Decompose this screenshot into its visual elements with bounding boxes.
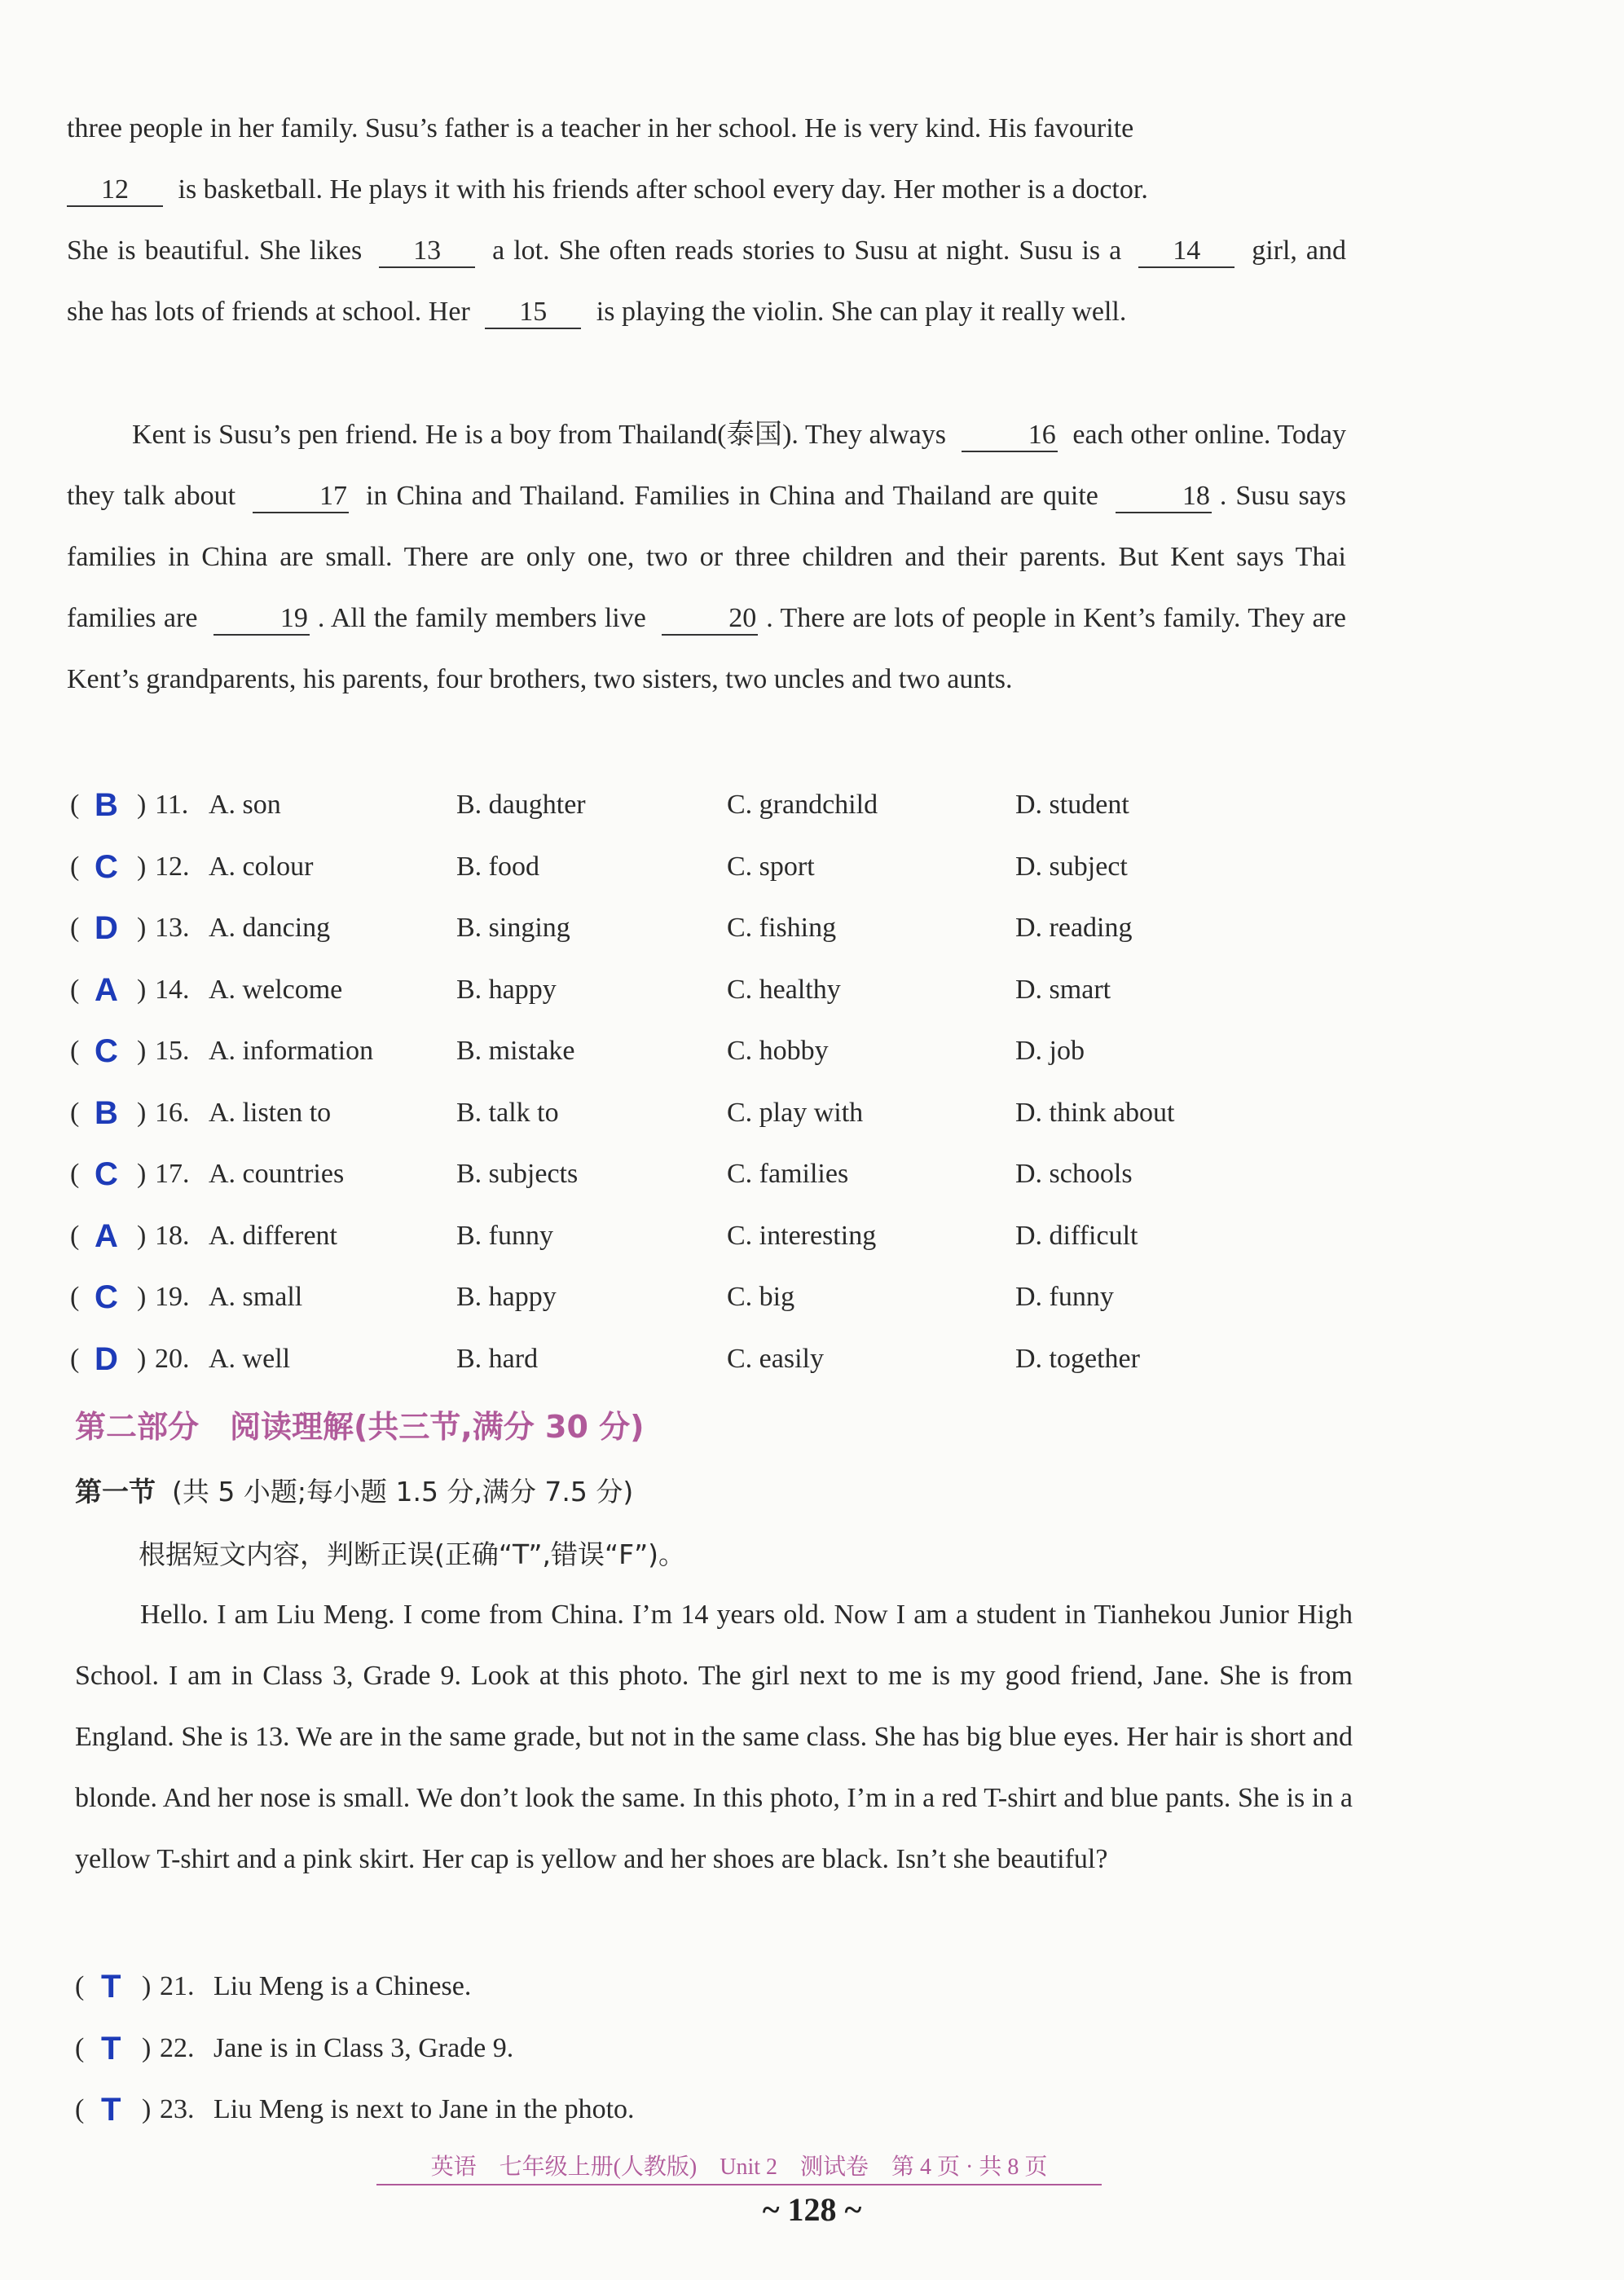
paren-open: ( xyxy=(70,1282,80,1312)
paren-close: ) xyxy=(137,1282,147,1312)
paren-close: ) xyxy=(142,2032,152,2063)
option-a: A. son xyxy=(209,790,281,820)
question-row xyxy=(70,843,1292,891)
option-a: A. countries xyxy=(209,1159,345,1189)
option-c: C. easily xyxy=(727,1343,824,1374)
answer-letter: T xyxy=(101,2092,121,2128)
paren-close: ) xyxy=(137,974,147,1005)
option-a: A. small xyxy=(209,1282,303,1312)
option-d: D. subject xyxy=(1015,851,1128,882)
passage-text: each other online. Today they talk about xyxy=(67,420,1347,511)
answer-letter: C xyxy=(95,1156,118,1192)
option-b: B. talk to xyxy=(456,1097,559,1128)
cloze-passage-1 xyxy=(67,98,1346,342)
statement-text: Liu Meng is a Chinese. xyxy=(213,1971,472,2001)
passage-text: is playing the violin. She can play it really well. xyxy=(596,297,1127,327)
tf-question-row xyxy=(75,2085,1053,2134)
option-a: A. well xyxy=(209,1343,291,1374)
tf-question-row xyxy=(75,2024,1053,2073)
option-a: A. listen to xyxy=(209,1097,332,1128)
paren-close: ) xyxy=(137,913,147,943)
question-row xyxy=(70,1273,1292,1322)
answer-letter: A xyxy=(95,971,118,1008)
option-b: B. hard xyxy=(456,1343,539,1374)
option-d: D. job xyxy=(1015,1036,1085,1066)
option-d: D. schools xyxy=(1015,1159,1133,1189)
paren-open: ( xyxy=(70,851,80,882)
question-number: 22. xyxy=(160,2032,195,2063)
paren-close: ) xyxy=(142,2094,152,2124)
option-b: B. daughter xyxy=(456,790,586,820)
question-number: 11. xyxy=(155,790,189,820)
paren-close: ) xyxy=(137,851,147,882)
paren-close: ) xyxy=(137,1097,147,1128)
question-row xyxy=(70,1212,1292,1261)
blank-13: 13 xyxy=(379,235,475,268)
answer-letter: C xyxy=(95,848,118,885)
option-b: B. happy xyxy=(456,974,557,1005)
paren-open: ( xyxy=(70,1036,80,1066)
answer-letter: T xyxy=(101,1969,121,2005)
paren-close: ) xyxy=(137,1159,147,1189)
answer-letter: D xyxy=(95,910,118,946)
answer-letter: C xyxy=(95,1279,118,1315)
cloze-passage-2 xyxy=(67,404,1346,710)
question-number: 12. xyxy=(155,851,190,882)
paren-close: ) xyxy=(137,790,147,820)
option-c: C. grandchild xyxy=(727,790,878,820)
option-c: C. hobby xyxy=(727,1036,829,1066)
answer-letter: T xyxy=(101,2030,121,2067)
option-d: D. funny xyxy=(1015,1282,1114,1312)
blank-18: 18 xyxy=(1116,481,1212,513)
page-number: ~ 128 ~ xyxy=(762,2191,862,2228)
option-c: C. fishing xyxy=(727,913,837,943)
paren-open: ( xyxy=(70,974,80,1005)
passage-text: . All the family members live xyxy=(317,603,646,633)
answer-letter: A xyxy=(95,1217,118,1254)
section-desc: (共 5 小题;每小题 1.5 分,满分 7.5 分) xyxy=(172,1476,634,1508)
passage-text: in China and Thailand. Families in China and Thailand are quite xyxy=(366,481,1098,511)
option-b: B. happy xyxy=(456,1282,557,1312)
option-a: A. dancing xyxy=(209,913,331,943)
passage-text: . Susu says families in China are small. There are only one, two or three children and their parents. But Kent says Thai families are xyxy=(67,481,1347,633)
option-b: B. food xyxy=(456,851,539,882)
paren-open: ( xyxy=(75,2032,85,2063)
blank-16: 16 xyxy=(962,420,1058,452)
option-a: A. different xyxy=(209,1220,337,1251)
page-footer: 英语 七年级上册(人教版) Unit 2 测试卷 第 4 页 · 共 8 页 xyxy=(376,2151,1102,2185)
option-b: B. subjects xyxy=(456,1159,579,1189)
option-b: B. funny xyxy=(456,1220,553,1251)
answer-letter: B xyxy=(95,787,118,823)
option-c: C. play with xyxy=(727,1097,864,1128)
question-number: 15. xyxy=(155,1036,190,1066)
question-number: 13. xyxy=(155,913,190,943)
paren-open: ( xyxy=(70,1343,80,1374)
blank-19: 19 xyxy=(213,603,310,636)
paren-close: ) xyxy=(137,1220,147,1251)
option-b: B. mistake xyxy=(456,1036,575,1066)
option-a: A. colour xyxy=(209,851,314,882)
blank-14: 14 xyxy=(1138,235,1235,268)
paren-open: ( xyxy=(70,913,80,943)
question-row xyxy=(70,966,1292,1015)
option-d: D. think about xyxy=(1015,1097,1175,1128)
question-number: 18. xyxy=(155,1220,190,1251)
answer-letter: D xyxy=(95,1340,118,1377)
paren-close: ) xyxy=(137,1343,147,1374)
question-row xyxy=(70,1089,1292,1138)
section-one-header xyxy=(75,1471,633,1509)
answer-letter: B xyxy=(95,1094,118,1131)
paren-open: ( xyxy=(70,1159,80,1189)
option-d: D. difficult xyxy=(1015,1220,1138,1251)
instruction-text: 根据短文内容，判断正误(正确“T”,错误“F”)。 xyxy=(139,1538,686,1570)
option-b: B. singing xyxy=(456,913,570,943)
tf-question-row xyxy=(75,1962,1053,2011)
blank-20: 20 xyxy=(662,603,758,636)
option-c: C. interesting xyxy=(727,1220,877,1251)
reading-passage: Hello. I am Liu Meng. I come from China. I’m 14 years old. Now I am a student in Tianhekou Junior High School. I am in Class 3, Grade 9. Look at this photo. The girl next to me is my good friend, Jane. She is from England. She is 13. We are in the same grade, but not in the same class. She has big blue eyes. Her hair is short and blonde. And her nose is small. We don’t look the same. In this photo, I’m in a red T-shirt and blue pants. She is in a yellow T-shirt and a pink skirt. Her cap is yellow and her shoes are black. Isn’t she beautiful? xyxy=(75,1600,1353,1874)
passage-text: three people in her family. Susu’s father is a teacher in her school. He is very kind. His favourite xyxy=(67,113,1134,143)
passage-text: a lot. She often reads stories to Susu at night. Susu is a xyxy=(492,235,1122,266)
question-number: 19. xyxy=(155,1282,190,1312)
question-number: 16. xyxy=(155,1097,190,1128)
blank-15: 15 xyxy=(485,297,581,329)
question-number: 21. xyxy=(160,1971,195,2001)
question-row xyxy=(70,781,1292,830)
option-c: C. families xyxy=(727,1159,849,1189)
paren-open: ( xyxy=(75,1971,85,2001)
option-d: D. reading xyxy=(1015,913,1133,943)
statement-text: Jane is in Class 3, Grade 9. xyxy=(213,2032,514,2063)
option-c: C. big xyxy=(727,1282,795,1312)
question-number: 20. xyxy=(155,1343,190,1374)
passage-text: . There are lots of people in Kent’s family. They are Kent’s grandparents, his parents, four brothers, two sisters, two uncles and two aunts. xyxy=(67,603,1346,694)
question-row xyxy=(70,1150,1292,1199)
option-d: D. together xyxy=(1015,1343,1140,1374)
paren-open: ( xyxy=(75,2094,85,2124)
paren-close: ) xyxy=(137,1036,147,1066)
passage-text: is basketball. He plays it with his friends after school every day. Her mother is a doctor. xyxy=(178,174,1148,205)
passage-text: girl, and she has lots of friends at school. Her xyxy=(67,235,1346,327)
passage-text: Kent is Susu’s pen friend. He is a boy from Thailand(泰国). They always xyxy=(132,420,946,450)
section-label: 第一节 xyxy=(75,1476,156,1508)
option-d: D. student xyxy=(1015,790,1129,820)
option-a: A. information xyxy=(209,1036,374,1066)
blank-12: 12 xyxy=(67,174,163,207)
question-row xyxy=(70,904,1292,953)
question-number: 14. xyxy=(155,974,190,1005)
option-c: C. healthy xyxy=(727,974,841,1005)
passage-text: She is beautiful. She likes xyxy=(67,235,363,266)
question-number: 23. xyxy=(160,2094,195,2124)
question-row xyxy=(70,1027,1292,1076)
question-number: 17. xyxy=(155,1159,190,1189)
paren-open: ( xyxy=(70,790,80,820)
part-two-title: 第二部分 阅读理解(共三节,满分 30 分) xyxy=(75,1409,645,1445)
option-a: A. welcome xyxy=(209,974,343,1005)
paren-close: ) xyxy=(142,1971,152,2001)
option-c: C. sport xyxy=(727,851,815,882)
question-row xyxy=(70,1335,1292,1384)
paren-open: ( xyxy=(70,1097,80,1128)
option-d: D. smart xyxy=(1015,974,1111,1005)
answer-letter: C xyxy=(95,1033,118,1069)
blank-17: 17 xyxy=(253,481,349,513)
statement-text: Liu Meng is next to Jane in the photo. xyxy=(213,2094,635,2124)
paren-open: ( xyxy=(70,1220,80,1251)
